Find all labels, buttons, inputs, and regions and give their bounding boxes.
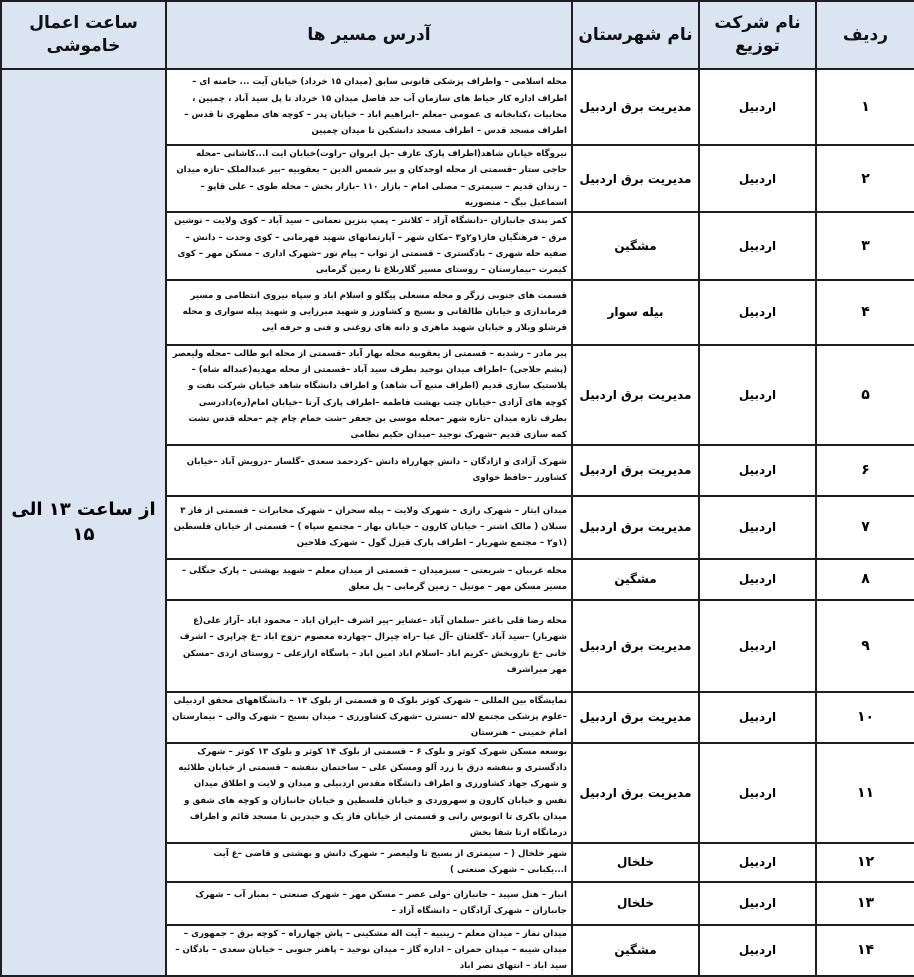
row-number: ۸ bbox=[816, 559, 914, 600]
route-address: شهر خلخال ( – سیمتری از بسیج تا ولیعصر – شهرک دانش و بهشتی و قاضی –غ آیت ا...یکبابی – شهرک صنعتی ) bbox=[166, 843, 572, 882]
route-address: محله اسلامی – واطراف پزشکی قانونی سابق (میدان ۱۵ خرداد) خیابان آیت ... حامنه ای –اطراف اداره کار حیاط های سازمان آب حد فاصل میدان ۱۵ خرداد تا پل سید آباد ، چمپین ، محابیات ،کتابخانه ی عمومی –معلم –ابراهیم اباد – خیابان پدر – کوچه های مطهری تا قدس – اطراف مسجد قدس – اطراف مسجد دانشکین تا میدان چمپین bbox=[166, 69, 572, 145]
header-address: آدرس مسیر ها bbox=[166, 1, 572, 69]
header-company: نام شرکت توزیع bbox=[699, 1, 816, 69]
route-address: میدان نماز – میدان معلم – زینبیه – آیت اله مشکینی – پاش جهارراه – کوچه برق – جمهوری – میدان شیبه – میدان حمران – اداره گاز – میدان نوحید – پاهنر جنوبی – خیابان سعدی – بادگان – سید اباد – انتهای نصر اباد bbox=[166, 925, 572, 976]
city-name: مدیریت برق اردبیل bbox=[572, 345, 699, 445]
distribution-company: اردبیل bbox=[699, 559, 816, 600]
table-row bbox=[1, 69, 914, 145]
route-address: قسمت های جنوبی زرگر و محله مسعلی پیگلو و اسلام اباد و سپاه نیروی انتظامی و مسیر فرمانداری و خیابان طالقانی و بسیج و کشاورز و شهید میرزایی و شهید پیله سواری و محله قرشلو ویلار و خیابان شهید ماهری و دانه های روغنی و فنی و حرفه ایی bbox=[166, 280, 572, 345]
distribution-company: اردبیل bbox=[699, 345, 816, 445]
header-city: نام شهرستان bbox=[572, 1, 699, 69]
city-name: مدیریت برق اردبیل bbox=[572, 145, 699, 212]
city-name: مشگین bbox=[572, 212, 699, 279]
route-address: پیر مادر – رشدیه – قسمتی از یعقوبیه محله بهار آباد –قسمتی از محله ابو طالب –محله ولیعصر (پشم حلاجی) –اطراف میدان نوجید بطرف سید آباد –قسمتی از محله مهدیه(عبداله شاه) –پلاستیک سازی قدیم (اطراف منبع آب شاهد) و اطراف دانشگاه شاهد خیابان شرکت نفت و کوچه های آزادی –خیابان چتب بهشت فاطمه –اطراف پارک آرتا –خیابان امام(ره)دادرسی بطرف تازه میدان –تازه شهر –محله موسی بن جعفر –شت حمام چام چم –محله قدس تشت کمه سازی قدیم –شهرک نوجید –میدان حکیم نظامی bbox=[166, 345, 572, 445]
distribution-company: اردبیل bbox=[699, 743, 816, 843]
route-address: محله غربیان – شریعتی – سبزمیدان – قسمتی از میدان معلم – شهید بهشتی – پارک جنگلی – مسیر مسکن مهر – مونیل – زمین گرمابی – پل معلق bbox=[166, 559, 572, 600]
distribution-company: اردبیل bbox=[699, 925, 816, 976]
row-number: ۱۴ bbox=[816, 925, 914, 976]
distribution-company: اردبیل bbox=[699, 145, 816, 212]
city-name: مدیریت برق اردبیل bbox=[572, 496, 699, 559]
city-name: مدیریت برق اردبیل bbox=[572, 69, 699, 145]
city-name: مدیریت برق اردبیل bbox=[572, 692, 699, 743]
distribution-company: اردبیل bbox=[699, 212, 816, 279]
row-number: ۹ bbox=[816, 600, 914, 692]
city-name: خلخال bbox=[572, 882, 699, 925]
distribution-company: اردبیل bbox=[699, 882, 816, 925]
row-number: ۱۲ bbox=[816, 843, 914, 882]
row-number: ۷ bbox=[816, 496, 914, 559]
city-name: مشگین bbox=[572, 559, 699, 600]
route-address: بوسعه مسکن شهرک کوثر و بلوک ۶ – قسمتی از بلوک ۱۴ کوثر و بلوک ۱۳ کوثر – شهرک دادگستری و بنفشه درق با زرد آلو ومسکن علی – ساختمان بنفشه – قسمتی از خیابان طلائیه و شهرک جهاد کشاورزی و اطراف دانشگاه مقدس اردبیلی و میدان و لایت و اطلاق میدان نفس و خیابان کارون و سهروردی و خیابان فلسطین و خیابان جانبازان و کوچه های شفق و میدان باکری تا اتوبوس رانی و قسمتی از خیابان فاز یک و حیدرین تا مسجد قائم و اطراف درمانگاه ارتا شفا بخش bbox=[166, 743, 572, 843]
city-name: بیله سوار bbox=[572, 280, 699, 345]
outage-hours: از ساعت ۱۳ الی ۱۵ bbox=[1, 69, 166, 976]
distribution-company: اردبیل bbox=[699, 496, 816, 559]
row-number: ۱ bbox=[816, 69, 914, 145]
distribution-company: اردبیل bbox=[699, 843, 816, 882]
header-outage-hours: ساعت اعمال خاموشی bbox=[1, 1, 166, 69]
distribution-company: اردبیل bbox=[699, 600, 816, 692]
distribution-company: اردبیل bbox=[699, 69, 816, 145]
route-address: میدان ایثار – شهرک رازی – شهرک ولایت – پیله سحران – شهرک مخابرات – قسمتی از فاز ۳ سبلان ( مالک اشتر – خیابان کارون – خیابان بهار – مجتمع سپاه ) – قسمتی از خیابان فلسطین (۱و۲ – مجتمع شهریار – اطراف پارک قیزل گول – شهرک فلاحین bbox=[166, 496, 572, 559]
route-address: محله رضا قلی باغتر –سلمان آباد –عشایر –پیر اشرف –ایران اباد – محمود اباد –آراز علی(ع شهریار) –سید آباد –گلعثان –آل عبا –راه چیرال –چهارده معصوم –زوج اباد –غ چراپری – اشرف خانی –غ ناروبخش –کریم اباد –اسلام اباد امین اباد – باسگاه ارازعلی – روستای اردی –مسکن مهر میراشرف bbox=[166, 600, 572, 692]
distribution-company: اردبیل bbox=[699, 445, 816, 496]
route-address: انبار – هتل سپید – جانبازان –ولی عصر – مسکن مهر – شهرک صنعتی – بمبار آب – شهرک جانبازان – شهرک آزادگان – دانشگاه آزاد – bbox=[166, 882, 572, 925]
city-name: مدیریت برق اردبیل bbox=[572, 600, 699, 692]
row-number: ۱۰ bbox=[816, 692, 914, 743]
header-row-number: ردیف bbox=[816, 1, 914, 69]
header-row bbox=[1, 1, 914, 69]
distribution-company: اردبیل bbox=[699, 280, 816, 345]
route-address: شهرک آزادی و ازادگان – دانش چهارراه دانش –کردحمد سعدی –گلسار –درویش آباد –خیابان کشاورز –حافظ خواوی bbox=[166, 445, 572, 496]
route-address: نیروگاه خیابان شاهد(اطراف پارک عارف –پل ایروان –راوت)خیابان ایت ا...کاشانی –محله حاجی ستار –قسمتی از محله اوجدکان و بیر شمس الدین – یعقوبیه –بیر عبدالملک –تازه میدان – زندان قدیم – سیمتری – مصلی امام – بازار ۱۱۰ –بازار بخش – محله طوی – علی قاپو – اسماعیل بیگ – منصوریه bbox=[166, 145, 572, 212]
row-number: ۱۱ bbox=[816, 743, 914, 843]
row-number: ۳ bbox=[816, 212, 914, 279]
city-name: خلخال bbox=[572, 843, 699, 882]
distribution-company: اردبیل bbox=[699, 692, 816, 743]
row-number: ۲ bbox=[816, 145, 914, 212]
row-number: ۵ bbox=[816, 345, 914, 445]
route-address: کمر بندی جانبازان –دانشگاه آزاد – کلانتر – پمپ بنزین نعمانی – سید آباد – کوی ولایت – نوشین مرق – فرهنگیان فاز۱و۲و۳ –مکان شهر – آپارتمانهای شهید قهرمانی – کوی وحدت – دانش – صفیه حله شهری – بادگستری – قسمتی از تواب – پیام نور –شهرک اداری – مسکن مهر – کوی کیمرت –بیمارستان – روستای مسیر گلاربلاغ تا زمین گرمابی bbox=[166, 212, 572, 279]
row-number: ۱۳ bbox=[816, 882, 914, 925]
row-number: ۶ bbox=[816, 445, 914, 496]
city-name: مشگین bbox=[572, 925, 699, 976]
route-address: نمایشگاه بین المللی – شهرک کوثر بلوک ۵ و قسمتی از بلوک ۱۴ – دانشگاههای محقق اردبیلی –علوم پزشکی مجتمع لاله –نسترن –شهرک کشاورزی – میدان بسیج – شهرک والی – بیمارستان امام خمینی – هنرستان bbox=[166, 692, 572, 743]
city-name: مدیریت برق اردبیل bbox=[572, 445, 699, 496]
row-number: ۴ bbox=[816, 280, 914, 345]
city-name: مدیریت برق اردبیل bbox=[572, 743, 699, 843]
